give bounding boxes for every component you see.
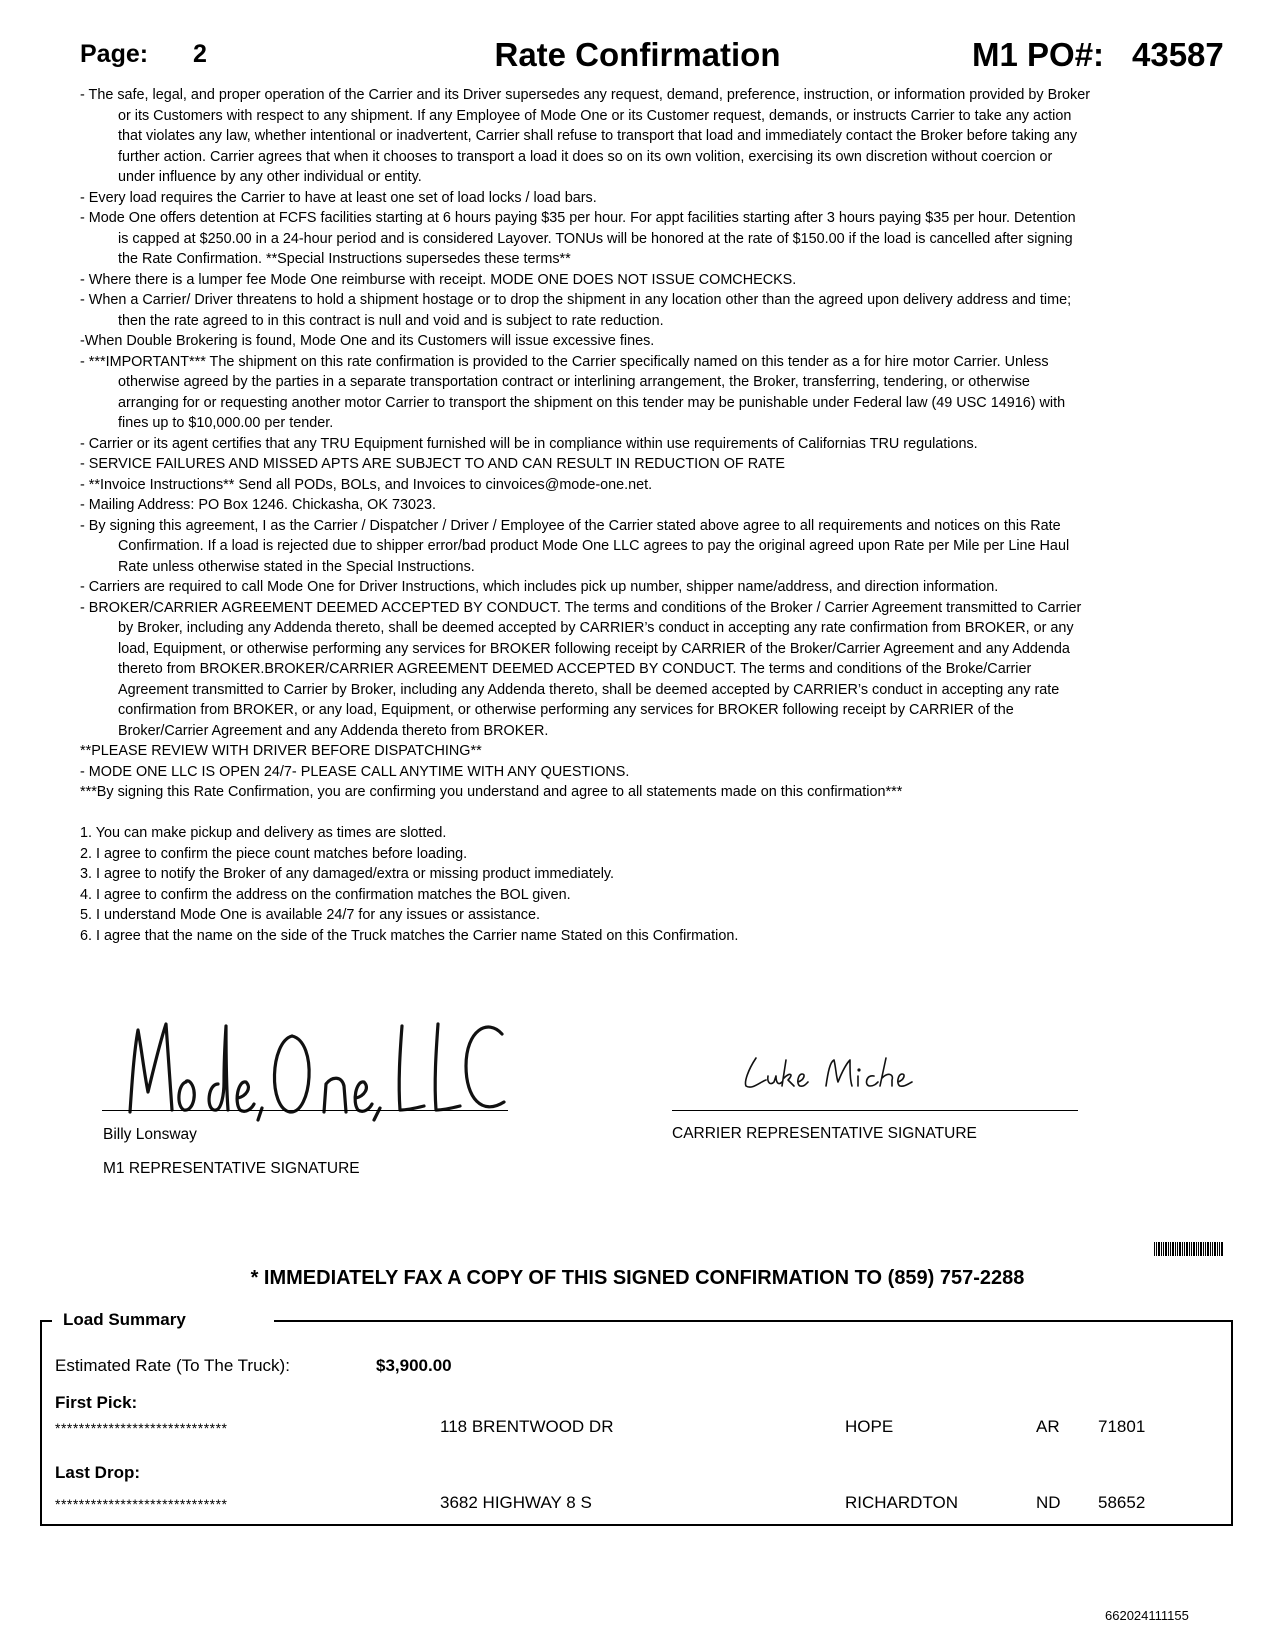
- carrier-signature-image: [740, 1052, 940, 1092]
- term-item: - Every load requires the Carrier to have at least one set of load locks / load bars.: [80, 189, 597, 206]
- last-drop-address: 3682 HIGHWAY 8 S: [440, 1493, 592, 1512]
- checklist-item: 2. I agree to confirm the piece count matches before loading.: [80, 845, 468, 862]
- last-drop-city: RICHARDTON: [845, 1493, 959, 1512]
- po-number: 43587: [1132, 36, 1224, 73]
- carrier-signature-line: [672, 1110, 1078, 1111]
- first-pick-zip: 71801: [1098, 1417, 1146, 1436]
- term-item: - Where there is a lumper fee Mode One reimburse with receipt. MODE ONE DOES NOT ISSUE COMCHECKS.: [80, 271, 797, 288]
- last-drop-state: ND: [1036, 1493, 1061, 1512]
- first-pick-name: *****************************: [55, 1420, 228, 1436]
- checklist-item: 5. I understand Mode One is available 24/7 for any issues or assistance.: [80, 907, 540, 923]
- carrier-signature-label: CARRIER REPRESENTATIVE SIGNATURE: [672, 1125, 977, 1142]
- terms-section: [80, 85, 1090, 946]
- load-summary-title: Load Summary: [63, 1310, 186, 1329]
- term-item: - SERVICE FAILURES AND MISSED APTS ARE SUBJECT TO AND CAN RESULT IN REDUCTION OF RATE: [80, 456, 786, 472]
- checklist-item: 3. I agree to notify the Broker of any damaged/extra or missing product immediately.: [80, 866, 615, 882]
- page-label: Page:: [80, 40, 149, 68]
- po-label: M1 PO#:: [972, 36, 1105, 73]
- load-summary-border: [274, 1320, 1233, 1322]
- page-number: 2: [193, 40, 207, 68]
- term-item: - By signing this agreement, I as the Carrier / Dispatcher / Driver / Employee of the Carrier stated above agree to all requirements and notices on this Rate Confirmation. If a load is rejected due to shipper error/bad product Mode One LLC agrees to pay the original agreed upon Rate per Mile per Line Haul Rate unless otherwise stated in the Special Instructions.: [80, 517, 1070, 575]
- estimated-rate-label: Estimated Rate (To The Truck):: [55, 1356, 290, 1375]
- checklist-item: 6. I agree that the name on the side of the Truck matches the Carrier name Stated on this Confirmation.: [80, 927, 739, 944]
- term-item: - Carriers are required to call Mode One for Driver Instructions, which includes pick up number, shipper name/address, and direction information.: [80, 579, 999, 595]
- notice-review: **PLEASE REVIEW WITH DRIVER BEFORE DISPATCHING**: [80, 743, 482, 759]
- m1-representative-name: Billy Lonsway: [103, 1126, 197, 1143]
- last-drop-name: *****************************: [55, 1496, 228, 1512]
- notice-agreement: ***By signing this Rate Confirmation, you are confirming you understand and agree to all statements made on this confirmation***: [80, 784, 903, 800]
- estimated-rate-value: $3,900.00: [376, 1356, 452, 1375]
- first-pick-address: 118 BRENTWOOD DR: [440, 1417, 614, 1436]
- term-item: -When Double Brokering is found, Mode One and its Customers will issue excessive fines.: [80, 333, 655, 349]
- m1-signature-label: M1 REPRESENTATIVE SIGNATURE: [103, 1160, 360, 1177]
- term-item: - When a Carrier/ Driver threatens to hold a shipment hostage or to drop the shipment in any location other than the agreed upon delivery address and time; then the rate agreed to in this contract is null and void and is subject to rate reduction.: [80, 292, 1072, 329]
- page-title: Rate Confirmation: [494, 36, 781, 73]
- term-item: - Carrier or its agent certifies that any TRU Equipment furnished will be in compliance within use requirements of Californias TRU regulations.: [80, 435, 978, 452]
- term-item: - Mode One offers detention at FCFS facilities starting at 6 hours paying $35 per hour. For appt facilities starting after 3 hours paying $35 per hour. Detention is capped at $250.00 in a 24-hour period and is considered Layover. TONUs will be honored at the rate of $150.00 if the load is cancelled after signing the Rate Confirmation. **Special Instructions supersedes these terms**: [80, 210, 1076, 267]
- term-item: - ***IMPORTANT*** The shipment on this rate confirmation is provided to the Carrier specifically named on this tender as a for hire motor Carrier. Unless otherwise agreed by the parties in a separate transportation contract or interlining arrangement, the Broker, transferring, tendering, or otherwise arranging for or requesting another motor Carrier to transport the shipment on this tender may be punishable under Federal law (49 USC 14916) with fines up to $10,000.00 per tender.: [80, 353, 1066, 431]
- term-item: - Mailing Address: PO Box 1246. Chickasha, OK 73023.: [80, 497, 436, 513]
- load-summary-border: [40, 1320, 52, 1322]
- checklist-item: 1. You can make pickup and delivery as times are slotted.: [80, 825, 447, 841]
- first-pick-label: First Pick:: [55, 1393, 138, 1412]
- term-item: - BROKER/CARRIER AGREEMENT DEEMED ACCEPTED BY CONDUCT. The terms and conditions of the Broker / Carrier Agreement transmitted to Carrier by Broker, including any Addenda thereto, shall be deemed accepted by CARRIER’s conduct in accepting any rate confirmation from BROKER, or any load, Equipment, or otherwise performing any services for BROKER following receipt by CARRIER of the Broker/Carrier Agreement and any Addenda thereto from BROKER.BROKER/CARRIER AGREEMENT DEEMED ACCEPTED BY CONDUCT. The terms and conditions of the Broke/Carrier Agreement transmitted to Carrier by Broker, including any Addenda thereto, shall be deemed accepted by CARRIER’s conduct in accepting any rate confirmation from BROKER, or any load, Equipment, or otherwise performing any services for BROKER following receipt by CARRIER of the Broker/Carrier Agreement and any Addenda thereto from BROKER.: [80, 599, 1082, 739]
- fax-notice: * IMMEDIATELY FAX A COPY OF THIS SIGNED CONFIRMATION TO (859) 757-2288: [250, 1267, 1025, 1289]
- document-number: 662024111155: [1105, 1608, 1189, 1623]
- m1-signature-line: [102, 1110, 508, 1111]
- last-drop-zip: 58652: [1098, 1493, 1146, 1512]
- barcode-image: [1154, 1242, 1223, 1256]
- checklist-item: 4. I agree to confirm the address on the confirmation matches the BOL given.: [80, 886, 571, 903]
- m1-signature-image: [120, 1012, 510, 1122]
- first-pick-state: AR: [1036, 1417, 1060, 1436]
- term-item: - The safe, legal, and proper operation of the Carrier and its Driver supersedes any request, demand, preference, instruction, or information provided by Broker or its Customers with respect to any shipment. If any Employee of Mode One or its Customer request, demands, or instructs Carrier to take any action that violates any law, whether intentional or inadvertent, Carrier shall refuse to transport that load and immediately contact the Broker before taking any further action. Carrier agrees that when it chooses to transport a load it does so on its own volition, exercising its own discretion without coercion or under influence by any other individual or entity.: [80, 87, 1091, 185]
- notice-open: - MODE ONE LLC IS OPEN 24/7- PLEASE CALL ANYTIME WITH ANY QUESTIONS.: [80, 763, 630, 780]
- term-item: - **Invoice Instructions** Send all PODs, BOLs, and Invoices to cinvoices@mode-one.net.: [80, 476, 653, 493]
- first-pick-city: HOPE: [845, 1417, 894, 1436]
- last-drop-label: Last Drop:: [55, 1463, 140, 1482]
